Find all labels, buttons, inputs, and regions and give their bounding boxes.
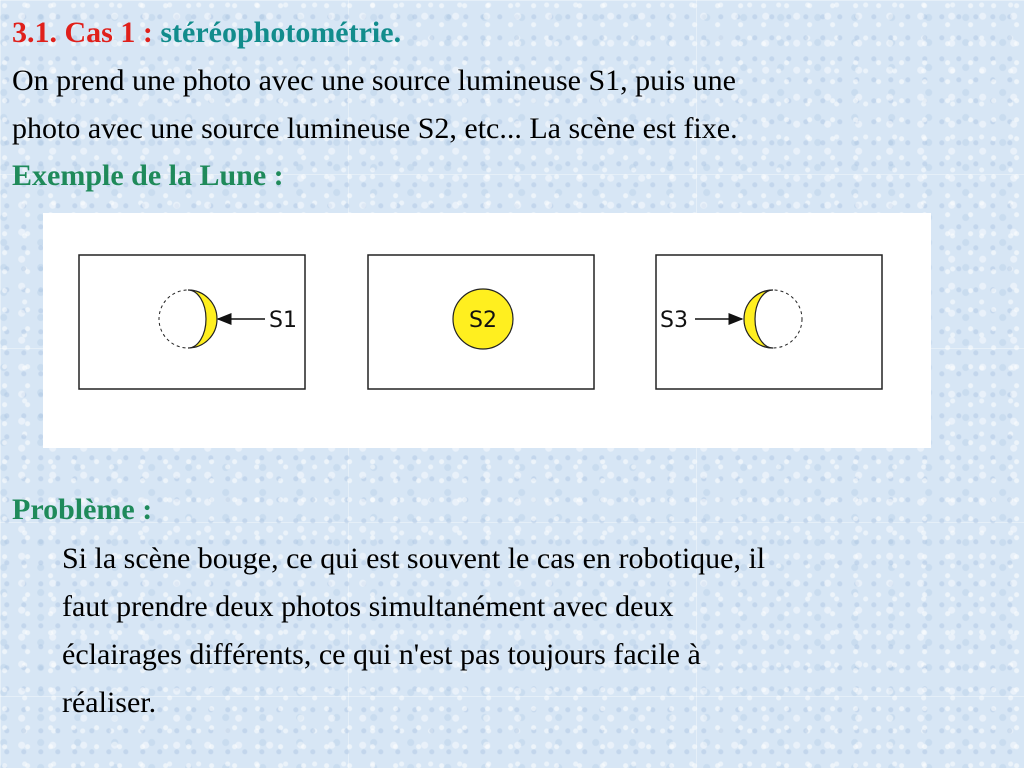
problem-heading: Problème : bbox=[12, 493, 153, 526]
moon-crescent-left-icon bbox=[744, 290, 802, 348]
section-topic: stéréophotométrie. bbox=[160, 16, 402, 49]
moon-crescent-right-icon bbox=[159, 290, 217, 348]
panel-s3 bbox=[656, 255, 882, 389]
intro-line-2: photo avec une source lumineuse S2, etc... La scène est fixe. bbox=[12, 112, 738, 145]
example-heading: Exemple de la Lune : bbox=[12, 159, 284, 192]
source-label-s1: S1 bbox=[269, 308, 297, 333]
source-label-s2: S2 bbox=[469, 308, 497, 333]
panel-s2 bbox=[368, 255, 594, 389]
section-number: 3.1. Cas 1 : bbox=[12, 16, 153, 49]
problem-line-2: faut prendre deux photos simultanément avec deux bbox=[62, 590, 674, 623]
panel-s1 bbox=[79, 255, 305, 389]
moon-lighting-figure bbox=[43, 213, 931, 448]
problem-line-1: Si la scène bouge, ce qui est souvent le cas en robotique, il bbox=[62, 542, 766, 575]
problem-line-3: éclairages différents, ce qui n'est pas toujours facile à bbox=[62, 638, 701, 671]
source-label-s3: S3 bbox=[660, 308, 688, 333]
intro-line-1: On prend une photo avec une source lumineuse S1, puis une bbox=[12, 64, 736, 97]
problem-line-4: réaliser. bbox=[62, 686, 157, 719]
slide-title bbox=[12, 14, 401, 52]
